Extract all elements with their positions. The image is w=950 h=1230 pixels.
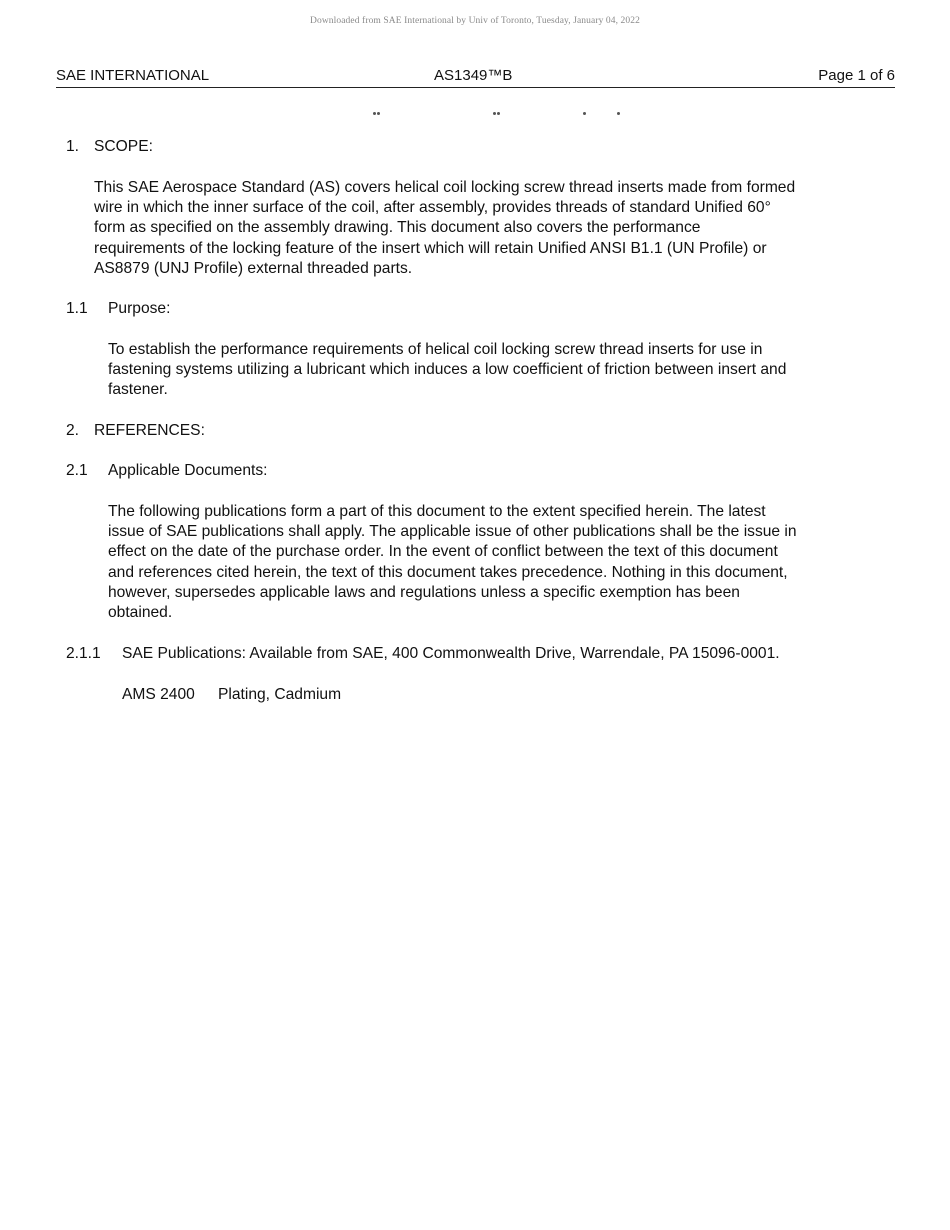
header-page-number: Page 1 of 6 bbox=[818, 67, 895, 84]
section-2-1-title: Applicable Documents: bbox=[108, 462, 268, 479]
section-1-line: form as specified on the assembly drawing. This document also covers the performance bbox=[94, 219, 701, 237]
page-header bbox=[56, 67, 895, 88]
download-watermark: Downloaded from SAE International by Univ of Toronto, Tuesday, January 04, 2022 bbox=[310, 16, 640, 26]
scan-artifact bbox=[365, 112, 635, 118]
section-2-1-line: obtained. bbox=[108, 604, 173, 622]
section-1-line: AS8879 (UNJ Profile) external threaded parts. bbox=[94, 259, 413, 277]
section-2-1-number: 2.1 bbox=[66, 462, 88, 479]
section-1-line: wire in which the inner surface of the coil, after assembly, provides threads of standard Unified 60° bbox=[94, 199, 771, 217]
section-1-number: 1. bbox=[66, 138, 80, 155]
section-2-1-1-number: 2.1.1 bbox=[66, 645, 101, 662]
section-1-1-line: fastening systems utilizing a lubricant which induces a low coefficient of friction between insert and bbox=[108, 361, 787, 379]
section-1-line: This SAE Aerospace Standard (AS) covers helical coil locking screw thread inserts made from formed bbox=[94, 179, 796, 196]
section-2-1-line: effect on the date of the purchase order. In the event of conflict between the text of this document bbox=[108, 543, 778, 561]
header-organization: SAE INTERNATIONAL bbox=[56, 67, 210, 84]
section-2-1-line: however, supersedes applicable laws and regulations unless a specific exemption has been bbox=[108, 583, 740, 601]
section-1-body bbox=[94, 178, 795, 279]
reference-code: AMS 2400 bbox=[122, 686, 195, 703]
section-1-1-title: Purpose: bbox=[108, 300, 171, 317]
section-2-1-body bbox=[108, 502, 797, 623]
section-1-1-line: To establish the performance requirements of helical coil locking screw thread inserts for use in bbox=[108, 341, 763, 358]
section-1-line: requirements of the locking feature of the insert which will retain Unified ANSI B1.1 (UN Profile) or bbox=[94, 239, 767, 257]
section-2-1-1-title: SAE Publications: Available from SAE, 400 Commonwealth Drive, Warrendale, PA 15096-0001. bbox=[122, 645, 780, 662]
reference-title: Plating, Cadmium bbox=[218, 686, 342, 703]
section-2-title: REFERENCES: bbox=[94, 422, 205, 439]
section-1-1-body bbox=[108, 340, 786, 401]
section-1-1-line: fastener. bbox=[108, 381, 168, 399]
section-1-1-number: 1.1 bbox=[66, 300, 88, 317]
section-2-number: 2. bbox=[66, 422, 80, 439]
section-1-title: SCOPE: bbox=[94, 138, 153, 155]
section-2-1-line: and references cited herein, the text of this document takes precedence. Nothing in this document, bbox=[108, 563, 788, 581]
header-document-number: AS1349™B bbox=[434, 67, 513, 84]
section-2-1-line: The following publications form a part of this document to the extent specified herein. The latest bbox=[108, 503, 766, 520]
section-2-1-line: issue of SAE publications shall apply. The applicable issue of other publications shall be the issue in bbox=[108, 523, 797, 541]
